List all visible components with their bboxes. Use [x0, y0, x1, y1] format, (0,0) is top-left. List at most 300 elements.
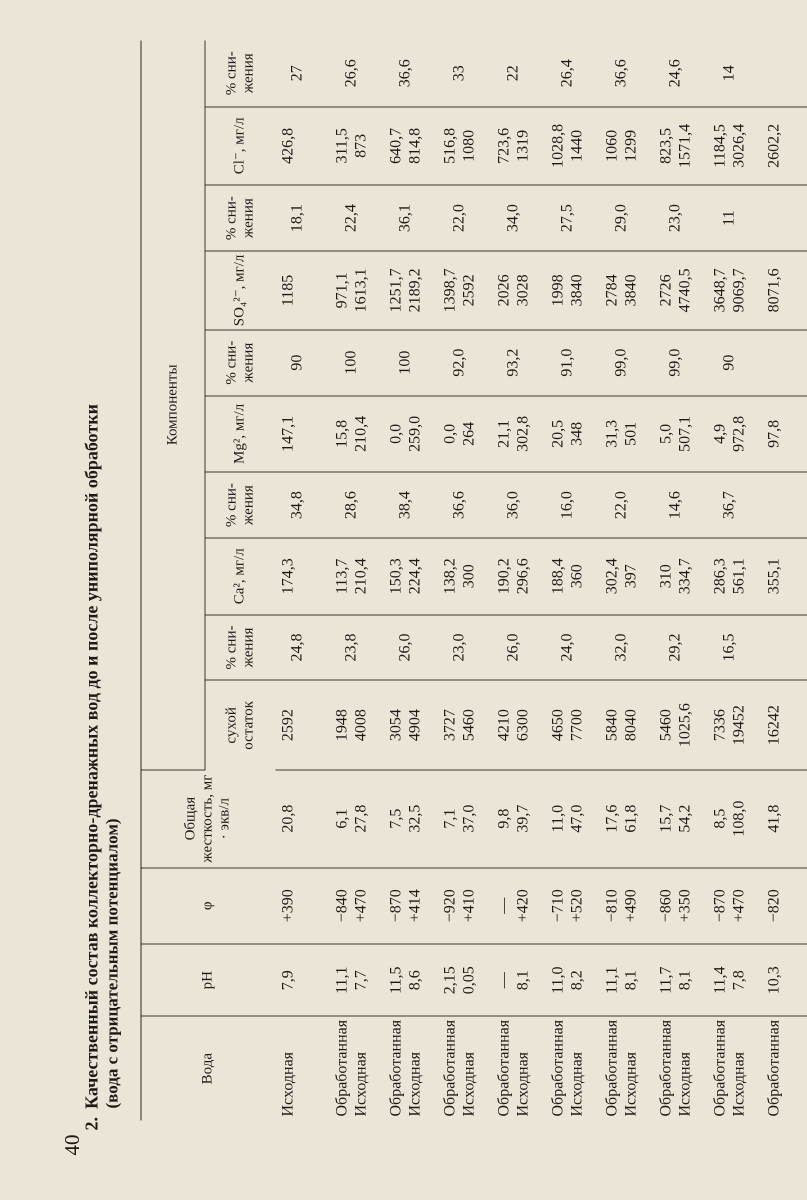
cell-ca-line: 138,2	[440, 557, 458, 594]
cell-dry-pct-value: 29,2	[665, 633, 683, 662]
cell-phi-line: −860	[656, 888, 674, 922]
cell-so4-line: 8071,6	[764, 267, 782, 312]
cell-mg	[707, 395, 761, 472]
cell-water	[437, 1016, 491, 1120]
cell-phi-line: −810	[602, 888, 620, 922]
cell-dry-residue-line: 1948	[332, 708, 350, 741]
cell-ca-line: 360	[567, 563, 585, 588]
cell-water-line: Обработанная	[656, 1019, 674, 1116]
cell-phi	[491, 867, 545, 944]
cell-mg-pct	[383, 329, 437, 395]
cell-so4-line: 971,1	[332, 271, 350, 308]
cell-mg	[437, 395, 491, 472]
cell-ca-pct	[653, 472, 707, 538]
header-water: Вода	[141, 1016, 275, 1120]
cell-ph	[545, 944, 599, 1016]
cell-ph-line: 0,05	[459, 965, 477, 994]
cell-mg-line: 302,8	[513, 415, 531, 452]
cell-water-line: Обработанная	[494, 1019, 512, 1116]
cell-hardness	[599, 769, 653, 867]
cell-dry-residue-line: 4210	[494, 708, 512, 741]
cell-water-line: Исходная	[567, 1051, 585, 1116]
cell-ph-line: 8,6	[405, 969, 423, 990]
cell-ca-line: 296,6	[513, 557, 531, 594]
cell-water	[545, 1016, 599, 1120]
cell-mg-line: 5,0	[656, 423, 674, 444]
cell-ca-pct-value: 36,0	[503, 490, 521, 519]
cell-ph	[275, 944, 329, 1016]
cell-cl-pct	[491, 40, 545, 106]
header-cl-pct: % сни-жения	[205, 40, 275, 106]
cell-ph-line: 7,8	[729, 969, 747, 990]
cell-so4-pct-value: 22,0	[449, 203, 467, 232]
cell-cl-line: 823,5	[656, 127, 674, 164]
cell-dry-pct	[491, 614, 545, 680]
cell-ca-pct-value: 36,7	[719, 490, 737, 519]
cell-cl	[329, 106, 383, 185]
cell-so4-line: 1185	[278, 274, 296, 306]
cell-so4-pct-value: 22,4	[341, 203, 359, 232]
cell-ph-line: 2,15	[440, 965, 458, 994]
cell-ph-line: 11,5	[386, 965, 404, 994]
cell-so4	[545, 251, 599, 330]
cell-phi-line: +410	[459, 888, 477, 922]
cell-dry-residue-line: 5840	[602, 708, 620, 741]
cell-dry-pct	[599, 614, 653, 680]
cell-so4	[707, 251, 761, 330]
table-row	[491, 40, 545, 1120]
cell-mg-pct-value: 92,0	[449, 348, 467, 377]
cell-cl-line: 1299	[621, 129, 639, 162]
cell-ca-pct	[491, 472, 545, 538]
cell-water-line: Исходная	[729, 1051, 747, 1116]
header-ca-pct: % сни-жения	[205, 472, 275, 538]
cell-hardness	[707, 769, 761, 867]
cell-ph-line: 8,2	[567, 969, 585, 990]
cell-dry-residue	[599, 680, 653, 769]
cell-ca-pct-value: 38,4	[395, 490, 413, 519]
cell-dry-pct	[383, 614, 437, 680]
cell-so4-pct-value: 18,1	[287, 203, 305, 232]
cell-dry-pct-value: 26,0	[395, 633, 413, 662]
cell-dry-pct-value: 16,5	[719, 633, 737, 662]
cell-mg-line: 31,3	[602, 419, 620, 448]
cell-ca-line: 300	[459, 563, 477, 588]
cell-hardness-line: 37,0	[459, 804, 477, 833]
cell-mg-pct	[329, 329, 383, 395]
cell-cl-pct	[383, 40, 437, 106]
cell-cl-line: 1060	[602, 129, 620, 162]
cell-ca-pct	[761, 472, 807, 538]
cell-mg-line: 0,0	[386, 423, 404, 444]
cell-dry-pct-value: 26,0	[503, 633, 521, 662]
cell-ph	[329, 944, 383, 1016]
cell-dry-residue-line: 1025,6	[675, 702, 693, 747]
cell-mg-pct-value: 91,0	[557, 348, 575, 377]
cell-ph-line: 8,1	[675, 969, 693, 990]
cell-water-line: Обработанная	[764, 1019, 782, 1116]
cell-so4-pct	[761, 185, 807, 251]
cell-ca-pct-value: 22,0	[611, 490, 629, 519]
cell-ca	[275, 538, 329, 615]
header-dry-pct: % сни-жения	[205, 614, 275, 680]
cell-ph-line: 11,0	[548, 965, 566, 994]
cell-dry-pct	[275, 614, 329, 680]
cell-ca-line: 150,3	[386, 557, 404, 594]
cell-cl-pct	[761, 40, 807, 106]
cell-ph-line: 8,1	[621, 969, 639, 990]
cell-ca	[329, 538, 383, 615]
cell-dry-residue-line: 4650	[548, 708, 566, 741]
cell-mg-line: 21,1	[494, 419, 512, 448]
cell-dry-residue	[653, 680, 707, 769]
cell-mg	[383, 395, 437, 472]
cell-hardness-line: 27,8	[351, 804, 369, 833]
cell-water-line: Исходная	[513, 1051, 531, 1116]
table-row	[707, 40, 761, 1120]
cell-ca-pct-value: 36,6	[449, 490, 467, 519]
cell-so4-line: 2784	[602, 273, 620, 306]
cell-hardness-line: 11,0	[548, 804, 566, 832]
cell-cl-pct	[275, 40, 329, 106]
cell-cl-pct	[437, 40, 491, 106]
cell-water-line: Исходная	[459, 1051, 477, 1116]
cell-ph-line: 11,4	[710, 965, 728, 994]
cell-so4-line: 3840	[621, 273, 639, 306]
cell-phi-line: —	[494, 897, 512, 914]
header-hardness: Общая жесткость, мг · экв/л	[141, 769, 275, 867]
cell-cl-pct-value: 26,4	[557, 58, 575, 87]
cell-water-line: Исходная	[675, 1051, 693, 1116]
table-row	[599, 40, 653, 1120]
cell-water-line: Обработанная	[602, 1019, 620, 1116]
cell-so4	[653, 251, 707, 330]
cell-ca-line: 286,3	[710, 557, 728, 594]
table-body	[275, 40, 807, 1120]
header-mg-pct: % сни-жения	[205, 329, 275, 395]
cell-ca-line: 310	[656, 563, 674, 588]
cell-ca-pct-value: 14,6	[665, 490, 683, 519]
cell-so4-pct-value: 27,5	[557, 203, 575, 232]
cell-dry-residue	[491, 680, 545, 769]
cell-phi-line: +470	[729, 888, 747, 922]
cell-ph-line: 11,1	[602, 965, 620, 994]
cell-so4-pct	[383, 185, 437, 251]
cell-ca-pct	[275, 472, 329, 538]
cell-cl-line: 814,8	[405, 127, 423, 164]
cell-cl-line: 2602,2	[764, 123, 782, 168]
cell-cl	[545, 106, 599, 185]
cell-hardness-line: 6,1	[332, 808, 350, 829]
cell-phi	[437, 867, 491, 944]
cell-so4-pct-value: 34,0	[503, 203, 521, 232]
cell-mg-pct-value: 100	[341, 350, 359, 375]
cell-mg-pct	[275, 329, 329, 395]
cell-dry-residue-line: 6300	[513, 708, 531, 741]
cell-so4	[329, 251, 383, 330]
cell-so4	[275, 251, 329, 330]
cell-cl-pct-value	[764, 43, 773, 103]
cell-dry-pct-value: 24,0	[557, 633, 575, 662]
cell-ca-pct	[707, 472, 761, 538]
water-composition-table	[140, 40, 807, 1120]
cell-hardness	[545, 769, 599, 867]
cell-so4-pct-value: 29,0	[611, 203, 629, 232]
cell-so4	[383, 251, 437, 330]
cell-ph-line: 7,7	[351, 969, 369, 990]
cell-dry-residue	[761, 680, 807, 769]
cell-mg-line: 264	[459, 421, 477, 446]
cell-phi	[383, 867, 437, 944]
cell-cl-pct	[329, 40, 383, 106]
cell-cl-pct	[599, 40, 653, 106]
cell-water	[761, 1016, 807, 1120]
cell-ca-line: 334,7	[675, 557, 693, 594]
cell-ph	[491, 944, 545, 1016]
cell-phi-line: −870	[710, 888, 728, 922]
cell-ca-pct-value	[764, 475, 773, 534]
cell-dry-pct-value	[764, 618, 773, 677]
cell-so4	[761, 251, 807, 330]
cell-mg-pct-value: 90	[287, 354, 305, 371]
cell-cl	[653, 106, 707, 185]
cell-mg-pct-value: 93,2	[503, 348, 521, 377]
cell-dry-residue-line: 3727	[440, 708, 458, 741]
cell-hardness-line: 17,6	[602, 804, 620, 833]
cell-mg-pct-value	[764, 333, 773, 392]
cell-mg-line: 210,4	[351, 415, 369, 452]
cell-mg-line: 20,5	[548, 419, 566, 448]
cell-mg-line: 507,1	[675, 415, 693, 452]
cell-mg	[275, 395, 329, 472]
cell-cl-pct-value: 36,6	[611, 58, 629, 87]
cell-ph	[761, 944, 807, 1016]
cell-dry-residue-line: 7336	[710, 708, 728, 741]
cell-so4-pct	[437, 185, 491, 251]
table-row	[545, 40, 599, 1120]
table-row	[329, 40, 383, 1120]
cell-ca-pct	[545, 472, 599, 538]
page-number: 40	[60, 1134, 84, 1156]
cell-phi	[707, 867, 761, 944]
cell-cl-line: 873	[351, 133, 369, 158]
cell-ca-line: 397	[621, 563, 639, 588]
cell-hardness-line: 7,1	[440, 808, 458, 829]
cell-water	[383, 1016, 437, 1120]
caption-title: Качественный состав коллекторно-дренажных вод до и после униполярной обработки	[81, 403, 101, 1109]
cell-so4-pct-value: 36,1	[395, 203, 413, 232]
cell-so4-pct	[491, 185, 545, 251]
cell-hardness	[491, 769, 545, 867]
cell-mg-pct	[491, 329, 545, 395]
cell-water	[275, 1016, 329, 1120]
cell-ca	[599, 538, 653, 615]
cell-cl-pct-value: 33	[449, 64, 467, 81]
cell-ca-pct-value: 34,8	[287, 490, 305, 519]
cell-phi-line: −920	[440, 888, 458, 922]
cell-phi-line: +420	[513, 888, 531, 922]
cell-so4	[599, 251, 653, 330]
cell-ca	[653, 538, 707, 615]
cell-cl-pct	[653, 40, 707, 106]
cell-ph	[383, 944, 437, 1016]
cell-phi-line: +350	[675, 888, 693, 922]
cell-so4	[491, 251, 545, 330]
cell-so4-line: 1398,7	[440, 267, 458, 312]
cell-hardness-line: 108,0	[729, 800, 747, 837]
cell-ca	[437, 538, 491, 615]
cell-so4-line: 2189,2	[405, 267, 423, 312]
cell-dry-residue	[545, 680, 599, 769]
cell-dry-residue-line: 5460	[656, 708, 674, 741]
table-number: 2.	[81, 1116, 101, 1130]
table-row	[275, 40, 329, 1120]
cell-so4-line: 3840	[567, 273, 585, 306]
table-caption	[80, 50, 122, 1130]
cell-dry-pct	[437, 614, 491, 680]
cell-phi	[653, 867, 707, 944]
cell-ca-pct	[437, 472, 491, 538]
cell-ph	[599, 944, 653, 1016]
cell-so4-pct	[329, 185, 383, 251]
cell-water	[329, 1016, 383, 1120]
cell-mg-pct-value: 99,0	[665, 348, 683, 377]
cell-phi	[545, 867, 599, 944]
cell-dry-residue-line: 2592	[278, 708, 296, 741]
header-components: Компоненты	[141, 40, 205, 769]
cell-phi	[329, 867, 383, 944]
cell-hardness-line: 61,8	[621, 804, 639, 833]
cell-ph-line: 7,9	[278, 969, 296, 990]
header-phi: φ	[141, 867, 275, 944]
header-cl: Cl⁻, мг/л	[205, 106, 275, 185]
cell-dry-residue	[329, 680, 383, 769]
cell-mg-line: 4,9	[710, 423, 728, 444]
cell-cl	[599, 106, 653, 185]
cell-ca	[707, 538, 761, 615]
cell-mg-pct	[599, 329, 653, 395]
cell-mg	[491, 395, 545, 472]
cell-dry-residue	[275, 680, 329, 769]
cell-cl-line: 426,8	[278, 127, 296, 164]
cell-ca-line: 561,1	[729, 557, 747, 594]
cell-cl	[275, 106, 329, 185]
cell-hardness-line: 8,5	[710, 808, 728, 829]
cell-ca-pct	[599, 472, 653, 538]
header-ca: Ca², мг/л	[205, 538, 275, 615]
cell-hardness-line: 20,8	[278, 804, 296, 833]
cell-mg-line: 259,0	[405, 415, 423, 452]
cell-ca	[491, 538, 545, 615]
cell-phi	[275, 867, 329, 944]
cell-ph-line: 11,1	[332, 965, 350, 994]
cell-ph-line: 11,7	[656, 965, 674, 994]
cell-hardness	[275, 769, 329, 867]
cell-mg-pct	[437, 329, 491, 395]
cell-cl-line: 640,7	[386, 127, 404, 164]
cell-cl	[383, 106, 437, 185]
cell-so4-line: 3028	[513, 273, 531, 306]
cell-so4-pct-value: 23,0	[665, 203, 683, 232]
cell-ca-line: 174,3	[278, 557, 296, 594]
cell-hardness-line: 47,0	[567, 804, 585, 833]
cell-dry-residue-line: 8040	[621, 708, 639, 741]
cell-dry-pct	[761, 614, 807, 680]
cell-ca-line: 190,2	[494, 557, 512, 594]
cell-ca	[545, 538, 599, 615]
cell-cl-line: 1571,4	[675, 123, 693, 168]
cell-cl-pct-value: 26,6	[341, 58, 359, 87]
cell-cl-line: 1184,5	[710, 123, 728, 168]
cell-ca	[383, 538, 437, 615]
cell-cl-line: 3026,4	[729, 123, 747, 168]
cell-cl-line: 1080	[459, 129, 477, 162]
cell-dry-pct	[545, 614, 599, 680]
cell-ca-pct-value: 16,0	[557, 490, 575, 519]
cell-cl	[707, 106, 761, 185]
cell-hardness-line: 15,7	[656, 804, 674, 833]
table-row	[437, 40, 491, 1120]
cell-mg-pct	[707, 329, 761, 395]
cell-ca-line: 113,7	[332, 558, 350, 594]
caption-subtitle: (вода с отрицательным потенциалом)	[102, 817, 121, 1108]
cell-ca-pct	[383, 472, 437, 538]
cell-phi-line: +470	[351, 888, 369, 922]
cell-cl-line: 1440	[567, 129, 585, 162]
cell-mg-pct-value: 90	[719, 354, 737, 371]
cell-cl-line: 723,6	[494, 127, 512, 164]
cell-phi-line: +414	[405, 888, 423, 922]
cell-mg-line: 972,8	[729, 415, 747, 452]
cell-so4-pct	[545, 185, 599, 251]
cell-ph-line: 10,3	[764, 965, 782, 994]
cell-phi-line: +520	[567, 888, 585, 922]
cell-ca-line: 224,4	[405, 557, 423, 594]
cell-phi-line: −870	[386, 888, 404, 922]
cell-ph	[653, 944, 707, 1016]
cell-water	[707, 1016, 761, 1120]
cell-ca-pct	[329, 472, 383, 538]
cell-ca-line: 355,1	[764, 557, 782, 594]
cell-water	[653, 1016, 707, 1120]
cell-so4-line: 2726	[656, 273, 674, 306]
cell-water-line: Исходная	[351, 1051, 369, 1116]
cell-ca-pct-value: 28,6	[341, 490, 359, 519]
cell-phi-line: −820	[764, 888, 782, 922]
cell-mg	[761, 395, 807, 472]
cell-mg-pct-value: 99,0	[611, 348, 629, 377]
cell-cl-pct-value: 36,6	[395, 58, 413, 87]
cell-so4-line: 2592	[459, 273, 477, 306]
header-mg: Mg², мг/л	[205, 395, 275, 472]
header-so4: SO₄²⁻, мг/л	[205, 251, 275, 330]
cell-dry-pct	[653, 614, 707, 680]
cell-hardness	[761, 769, 807, 867]
cell-hardness-line: 54,2	[675, 804, 693, 833]
cell-cl-line: 1319	[513, 129, 531, 162]
cell-so4-pct	[599, 185, 653, 251]
cell-cl	[491, 106, 545, 185]
cell-water-line: Исходная	[278, 1051, 296, 1116]
cell-dry-residue-line: 19452	[729, 704, 747, 745]
cell-hardness-line: 32,5	[405, 804, 423, 833]
cell-hardness	[437, 769, 491, 867]
cell-mg-pct	[653, 329, 707, 395]
cell-water-line: Обработанная	[710, 1019, 728, 1116]
header-so4-pct: % сни-жения	[205, 185, 275, 251]
cell-so4-line: 3648,7	[710, 267, 728, 312]
cell-so4-pct	[653, 185, 707, 251]
